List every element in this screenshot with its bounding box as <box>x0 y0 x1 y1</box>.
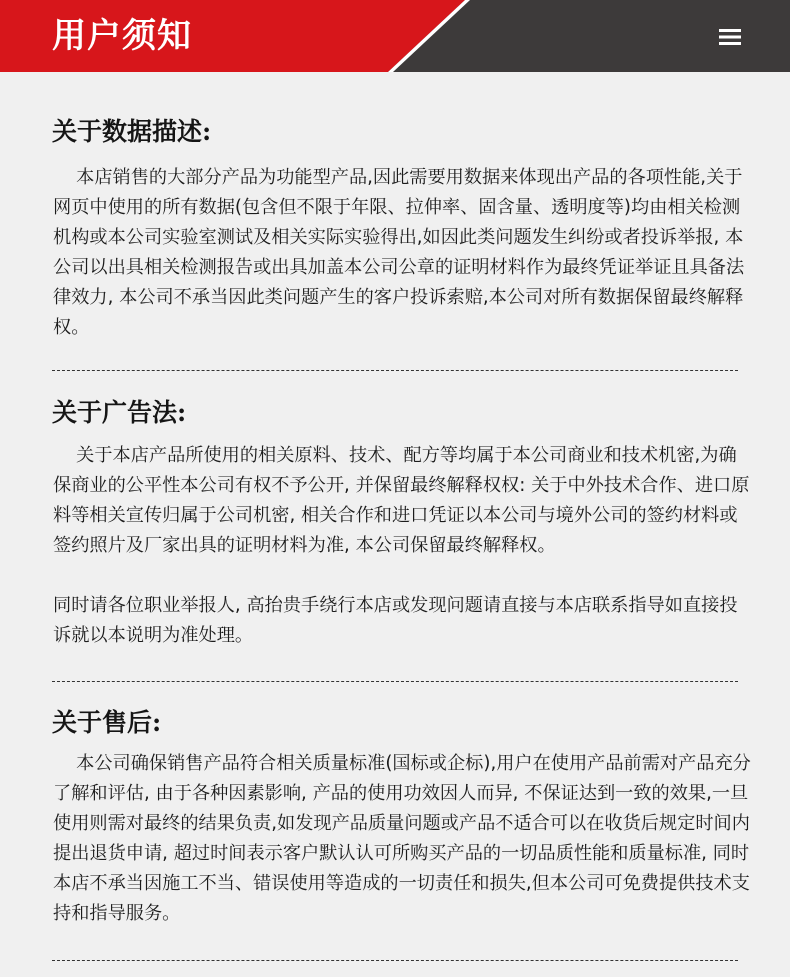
section-paragraph: 本公司确保销售产品符合相关质量标准(国标或企标),用户在使用产品前需对产品充分了解和评估, 由于各种因素影响, 产品的使用功效因人而异, 不保证达到一致的效果,一旦使用则需对最终的结果负责,如发现产品质量问题或产品不适合可以在收货后规定时间内提出退货申请, 超过时间表示客户默认认可所购买产品的一切品质性能和质量标准, 同时本店不承当因施工不当、错误使用等造成的一切责任和损失,但本公司可免费提供技术支持和指导服务。 <box>53 753 751 924</box>
dashed-divider <box>52 370 738 371</box>
section-paragraph: 同时请各位职业举报人, 高抬贵手绕行本店或发现问题请直接与本店联系指导如直接投诉就以本说明为准处理。 <box>53 595 738 646</box>
section-title-data-description: 关于数据描述: <box>52 117 212 146</box>
page-title: 用户须知 <box>52 16 192 56</box>
section-title-after-sales: 关于售后: <box>52 708 162 737</box>
header-bar <box>0 0 790 72</box>
section-title-advertising-law: 关于广告法: <box>52 398 187 427</box>
section-paragraph: 本店销售的大部分产品为功能型产品,因此需要用数据来体现出产品的各项性能,关于网页中使用的所有数据(包含但不限于年限、拉伸率、固含量、透明度等)均由相关检测机构或本公司实验室测试及相关实际实验得出,如因此类问题发生纠纷或者投诉举报, 本公司以出具相关检测报告或出具加盖本公司公章的证明材料作为最终凭证举证且具备法律效力, 本公司不承当因此类问题产生的客户投诉索赔,本公司对所有数据保留最终解释权。 <box>53 167 745 338</box>
dashed-divider <box>52 681 738 682</box>
dashed-divider <box>52 960 738 961</box>
section-paragraph: 关于本店产品所使用的相关原料、技术、配方等均属于本公司商业和技术机密,为确保商业的公平性本公司有权不予公开, 并保留最终解释权权: 关于中外技术合作、进口原料等相关宣传归属于公司机密, 相关合作和进口凭证以本公司与境外公司的签约材料或签约照片及厂家出具的证明材料为准, 本公司保留最终解释权。 <box>53 445 750 556</box>
hamburger-menu-icon[interactable] <box>715 24 745 50</box>
